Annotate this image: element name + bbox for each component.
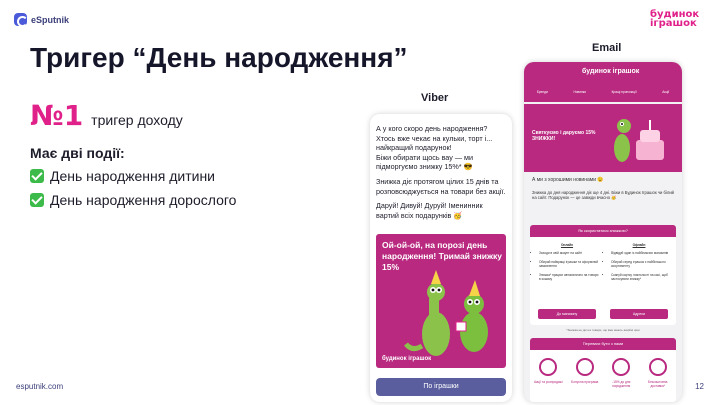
email-shop-button[interactable]: До магазину: [538, 309, 596, 319]
slide-title: Тригер “День народження”: [30, 42, 408, 73]
rank-text: тригер доходу: [91, 112, 183, 128]
benefit-item: [570, 358, 600, 388]
email-col-title: Офлайн: [632, 243, 646, 247]
benefit-label: Бонусна програма: [571, 380, 599, 384]
viber-message-paragraph: Даруй! Дивуй! Дуруй! Іменинник вартий всіх подарунків 🥳: [376, 201, 483, 220]
benefit-item: [606, 358, 636, 388]
email-body: [532, 178, 674, 201]
dinosaurs-illustration: [376, 234, 506, 368]
email-col-offline: [606, 243, 672, 285]
viber-message-paragraph: Знижка діє протягом цілих 15 днів та розповсюджується на товари без акції.: [376, 176, 506, 196]
benefit-label: Безкоштовна доставка*: [648, 380, 668, 389]
viber-banner-brand: будинок іграшок: [382, 356, 432, 362]
email-col-title: Онлайн: [560, 243, 574, 247]
email-col-item: • Відвідуй один із найближчих магазинів: [611, 251, 672, 255]
dinosaur-cake-illustration: [524, 104, 682, 172]
esputnik-logo-text: eSputnik: [31, 14, 70, 25]
email-addresses-button[interactable]: Адреси: [610, 309, 668, 319]
esputnik-logo-icon: [14, 13, 27, 26]
checkmark-icon: [30, 193, 44, 207]
email-nav-item[interactable]: Бренди: [536, 90, 548, 94]
checkmark-icon: [30, 169, 44, 183]
bonus-icon: [576, 358, 594, 376]
viber-phone-mockup: [370, 114, 512, 402]
gift-icon: [612, 358, 630, 376]
email-greeting: А ми з хорошими новинами 😉: [532, 177, 604, 183]
email-header-brand: будинок іграшок: [582, 68, 640, 75]
benefit-item: [643, 358, 673, 388]
benefit-label: -15% до дня народження: [612, 380, 631, 389]
email-nav: [524, 90, 682, 94]
client-logo: будинок іграшок: [650, 9, 700, 29]
rank-block: [30, 99, 183, 132]
email-howto-title: Як скористатися знижкою?: [530, 225, 676, 237]
email-benefits-title: Переваги бути з нами: [530, 338, 676, 350]
viber-banner: [376, 234, 506, 368]
email-col-item: • Обирай найкращі іграшки та оформлюй замовлення: [539, 260, 600, 269]
email-col-item: • Скануй картку лояльності на касі, щоб застосувати знижку*: [611, 273, 672, 282]
email-col-item: • Обирай серед іграшок з найбільшого асортименту: [611, 260, 672, 269]
viber-label: Viber: [421, 92, 449, 104]
email-col-online: [534, 243, 600, 285]
viber-cta-button[interactable]: По іграшки: [376, 378, 506, 396]
email-hero-text: Святкуємо і даруємо 15% ЗНИЖКИ!: [532, 130, 596, 143]
event-label: День народження дорослого: [50, 192, 237, 208]
email-hero: [524, 104, 682, 172]
rank-number: №1: [30, 99, 84, 132]
event-item: [30, 168, 215, 184]
esputnik-logo: [14, 13, 69, 26]
viber-banner-text: Ой-ой-ой, на порозі день народження! Тримай знижку 15%: [382, 240, 502, 272]
email-label: Email: [592, 42, 622, 54]
event-item: [30, 192, 236, 208]
email-col-item: • Знижка* працює автоматично на товари в кошику: [539, 273, 600, 282]
email-nav-item[interactable]: Акції: [662, 90, 670, 94]
footer-url: esputnik.com: [16, 382, 64, 391]
email-nav-item[interactable]: Кращі пропозиції: [611, 90, 637, 94]
email-header: [524, 62, 682, 102]
email-benefits: [530, 338, 676, 402]
percent-icon: [539, 358, 557, 376]
email-footnote: *Знижка не діє на товари, що вже мають акційні ціни: [566, 328, 640, 332]
event-label: День народження дитини: [50, 168, 215, 184]
benefit-label: Акції та розпродажі: [533, 380, 563, 384]
email-body-text: Знижка до дня народження діє ще 4 дні. Біжи в Будинок Іграшок чи білий на сайт. Подарунок — це завжди вчасно 🥳: [532, 189, 674, 201]
email-nav-item[interactable]: Новинки: [573, 90, 586, 94]
viber-message-paragraph: А у кого скоро день народження? Хтось вже чекає на кульки, торт і... найкращий подарунок! Біжи обирати щось вау — ми підморгуємо знижку 15%* 😎: [376, 124, 493, 172]
email-howto-card: [530, 225, 676, 325]
viber-message: [370, 114, 512, 220]
email-col-item: • Заходи в свій акаунт на сайті: [539, 251, 600, 255]
email-mockup: [524, 62, 682, 402]
location-pin-icon: [649, 358, 667, 376]
events-title: Має дві події:: [30, 145, 125, 161]
page-number: 12: [695, 382, 704, 391]
benefit-item: [533, 358, 563, 388]
